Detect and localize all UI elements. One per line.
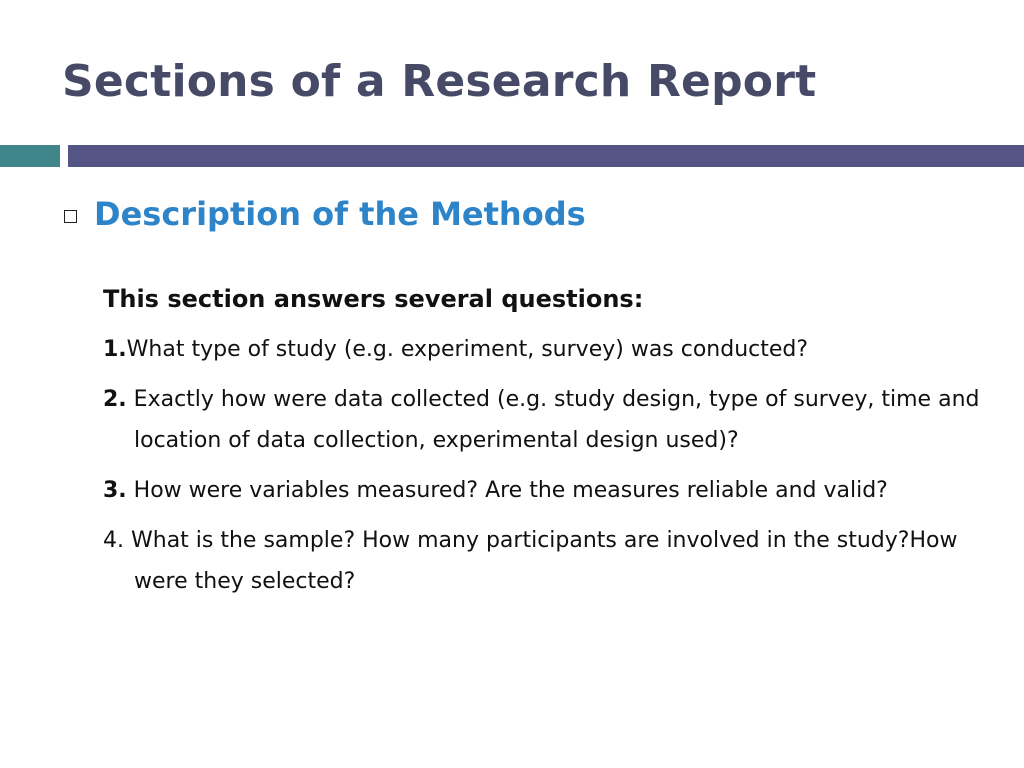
slide-body <box>103 279 983 611</box>
list-item <box>103 520 983 602</box>
item-text: What type of study (e.g. experiment, survey) was conducted? <box>126 337 809 362</box>
item-number: 4. <box>103 528 124 553</box>
item-number: 2. <box>103 387 127 412</box>
item-text: Exactly how were data collected (e.g. study design, type of survey, time and location of data collection, experimental design used)? <box>126 387 980 453</box>
list-item <box>103 470 983 511</box>
bullet-row <box>64 191 586 237</box>
bullet-heading: Description of the Methods <box>94 195 586 233</box>
item-number: 1. <box>103 337 127 362</box>
title-divider-teal <box>0 145 60 167</box>
hollow-square-bullet-icon <box>64 210 77 223</box>
intro-text: This section answers several questions: <box>103 285 644 313</box>
list-item <box>103 379 983 461</box>
item-number: 3. <box>103 478 127 503</box>
title-divider-purple <box>68 145 1024 167</box>
slide-title: Sections of a Research Report <box>62 56 817 107</box>
item-text: What is the sample? How many participants are involved in the study?How were they selected? <box>124 528 958 594</box>
list-item <box>103 329 983 370</box>
item-text: How were variables measured? Are the measures reliable and valid? <box>126 478 888 503</box>
